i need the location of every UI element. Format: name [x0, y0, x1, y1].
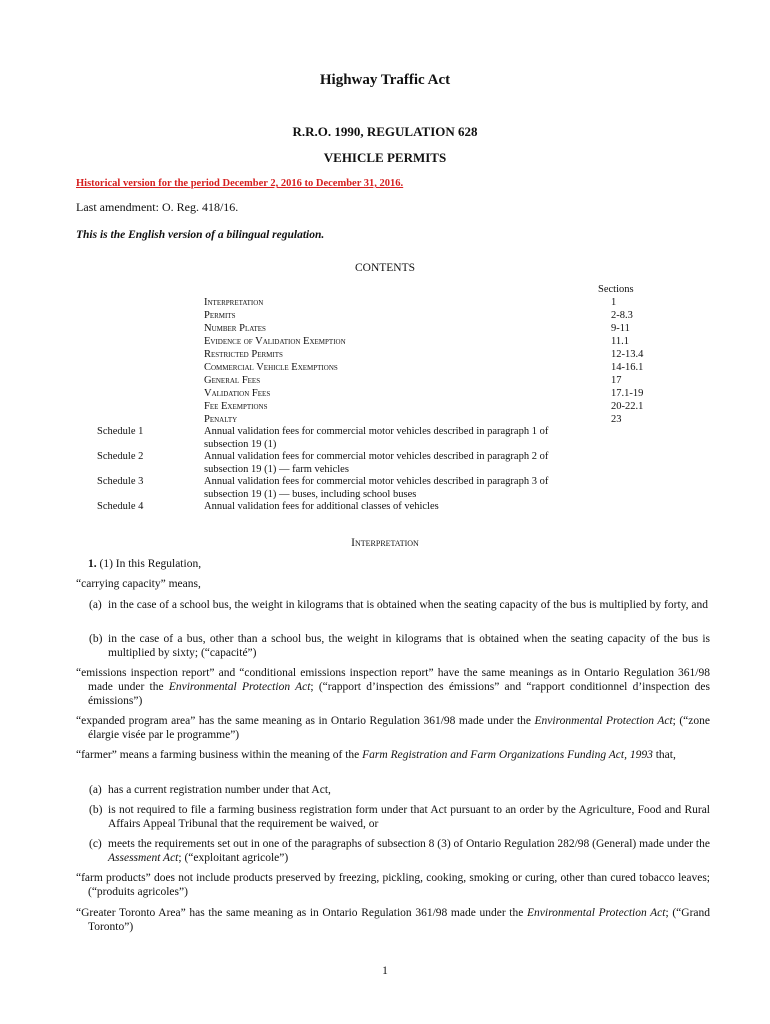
- toc-sections: 9-11: [611, 323, 630, 334]
- definition-text: “farm products” does not include products preserved by freezing, pickling, cooking, smoking or curing, other than cured tobacco leaves; (“produits agricoles”): [76, 872, 710, 898]
- section-number: 1.: [88, 558, 97, 570]
- definition-text-part: “Greater Toronto Area” has the same meaning as in Ontario Regulation 361/98 made under the: [76, 907, 528, 919]
- schedule-description: Annual validation fees for commercial motor vehicles described in paragraph 2 of subsection 19 (1) — farm vehicles: [204, 451, 549, 475]
- clause-text: has a current registration number under that Act,: [108, 784, 331, 796]
- toc-label: General Fees: [204, 375, 261, 386]
- schedule-name: Schedule 3: [97, 476, 144, 487]
- toc-row[interactable]: [0, 349, 770, 362]
- clause-text: in the case of a school bus, the weight in kilograms that is obtained when the seating capacity of the bus is multiplied by forty, and: [108, 599, 708, 611]
- definition-emissions-report: [76, 666, 710, 708]
- act-reference: Farm Registration and Farm Organizations Funding Act, 1993: [362, 749, 653, 761]
- toc-sections: 2-8.3: [611, 310, 633, 321]
- definition-text: [76, 906, 710, 934]
- act-reference: Environmental Protection Act: [527, 907, 666, 919]
- toc-sections: 14-16.1: [611, 362, 644, 373]
- definition-farmer: [76, 748, 710, 762]
- clause-text-part: ; (“exploitant agricole”): [178, 852, 289, 864]
- toc-label: Validation Fees: [204, 388, 271, 399]
- toc-sections: 20-22.1: [611, 401, 644, 412]
- bilingual-note: This is the English version of a bilingual regulation.: [76, 229, 325, 241]
- toc-sections: 17.1-19: [611, 388, 644, 399]
- toc-label: Commercial Vehicle Exemptions: [204, 362, 338, 373]
- definition-text: [76, 714, 710, 742]
- toc-label: Penalty: [204, 414, 238, 425]
- definition-text-part: that,: [652, 749, 676, 761]
- clause-label: (a): [89, 784, 102, 796]
- last-amendment: Last amendment: O. Reg. 418/16.: [76, 200, 239, 214]
- definition-farm-products: [76, 871, 710, 899]
- definition-text: [76, 748, 710, 762]
- definition-text-part: ; (“zone élargie visée par le programme”): [88, 715, 710, 741]
- schedule-description: Annual validation fees for additional classes of vehicles: [204, 501, 439, 512]
- schedule-description: Annual validation fees for commercial motor vehicles described in paragraph 3 of subsection 19 (1) — buses, including school buses: [204, 476, 549, 500]
- clause-text: in the case of a bus, other than a school bus, the weight in kilograms that is obtained when the seating capacity of the bus is multiplied by sixty; (“capacité”): [108, 633, 710, 659]
- toc-label: Fee Exemptions: [204, 401, 268, 412]
- definition-text-part: “farmer” means a farming business within the meaning of the: [76, 749, 363, 761]
- definition-text: “carrying capacity” means,: [76, 578, 201, 590]
- clause-a: [89, 783, 710, 797]
- page-number: 1: [382, 965, 388, 977]
- clause-label: (c): [89, 838, 102, 850]
- definition-expanded-program-area: [76, 714, 710, 742]
- regulation-number: R.R.O. 1990, REGULATION 628: [292, 124, 478, 139]
- schedule-name: Schedule 2: [97, 451, 144, 462]
- act-reference: Environmental Protection Act: [534, 715, 673, 727]
- toc-label: Permits: [204, 310, 236, 321]
- toc-row[interactable]: [0, 401, 770, 414]
- toc-row[interactable]: [0, 323, 770, 336]
- historical-version-link[interactable]: Historical version for the period December 2, 2016 to December 31, 2016.: [76, 178, 404, 189]
- clause-text: [108, 837, 710, 865]
- toc-sections: 17: [611, 375, 622, 386]
- regulation-subject: VEHICLE PERMITS: [323, 150, 447, 165]
- toc-label: Number Plates: [204, 323, 266, 334]
- definition-greater-toronto-area: [76, 906, 710, 934]
- section-text: (1) In this Regulation,: [99, 558, 202, 570]
- definition-text-part: ; (“rapport d’inspection des émissions” and “rapport conditionnel d’inspection des émissions”): [88, 681, 711, 707]
- clause-label: (b): [89, 804, 103, 816]
- definition-text-part: ; (“Grand Toronto”): [88, 907, 711, 933]
- schedule-name: Schedule 4: [97, 501, 144, 512]
- clause-a: [89, 598, 710, 612]
- contents-heading: CONTENTS: [354, 262, 416, 274]
- toc-row[interactable]: [0, 388, 770, 401]
- definition-text-part: “expanded program area” has the same meaning as in Ontario Regulation 361/98 made under the: [76, 715, 535, 727]
- toc-sections: 11.1: [611, 336, 629, 347]
- schedule-name: Schedule 1: [97, 426, 144, 437]
- clause-label: (a): [89, 599, 102, 611]
- toc-label: Restricted Permits: [204, 349, 283, 360]
- definition-text: [76, 666, 710, 708]
- sections-heading: Sections: [598, 284, 634, 295]
- toc-label: Interpretation: [204, 297, 264, 308]
- toc-row[interactable]: [0, 375, 770, 388]
- clause-text-part: meets the requirements set out in one of the paragraphs of subsection 8 (3) of Ontario Regulation 282/98 (General) made under the: [108, 838, 710, 850]
- toc-label: Evidence of Validation Exemption: [204, 336, 346, 347]
- clause-text: is not required to file a farming business registration form under that Act pursuant to an order by the Agriculture, Food and Rural Affairs Appeal Tribunal that the requirement be waived, or: [108, 804, 710, 830]
- toc-row[interactable]: [0, 310, 770, 323]
- toc-sections: 12-13.4: [611, 349, 644, 360]
- act-reference: Environmental Protection Act: [168, 681, 311, 693]
- toc-sections: 23: [611, 414, 622, 425]
- act-title: Highway Traffic Act: [319, 72, 451, 88]
- schedule-description: Annual validation fees for commercial motor vehicles described in paragraph 1 of subsection 19 (1): [204, 426, 549, 450]
- toc-sections: 1: [611, 297, 617, 308]
- section-1-intro: [88, 557, 201, 571]
- toc-row[interactable]: [0, 362, 770, 375]
- clause-b: [89, 632, 710, 660]
- clause-c: [89, 837, 710, 865]
- definition-text-part: “emissions inspection report” and “conditional emissions inspection report” have the same meanings as in Ontario Regulation 361/98 made under the: [76, 667, 710, 693]
- toc-row[interactable]: [0, 297, 770, 310]
- definition-carrying-capacity: [76, 577, 710, 591]
- clause-b: [89, 803, 710, 831]
- toc-row[interactable]: [0, 336, 770, 349]
- act-reference: Assessment Act: [108, 852, 179, 864]
- interpretation-heading: Interpretation: [351, 537, 419, 549]
- clause-label: (b): [89, 633, 103, 645]
